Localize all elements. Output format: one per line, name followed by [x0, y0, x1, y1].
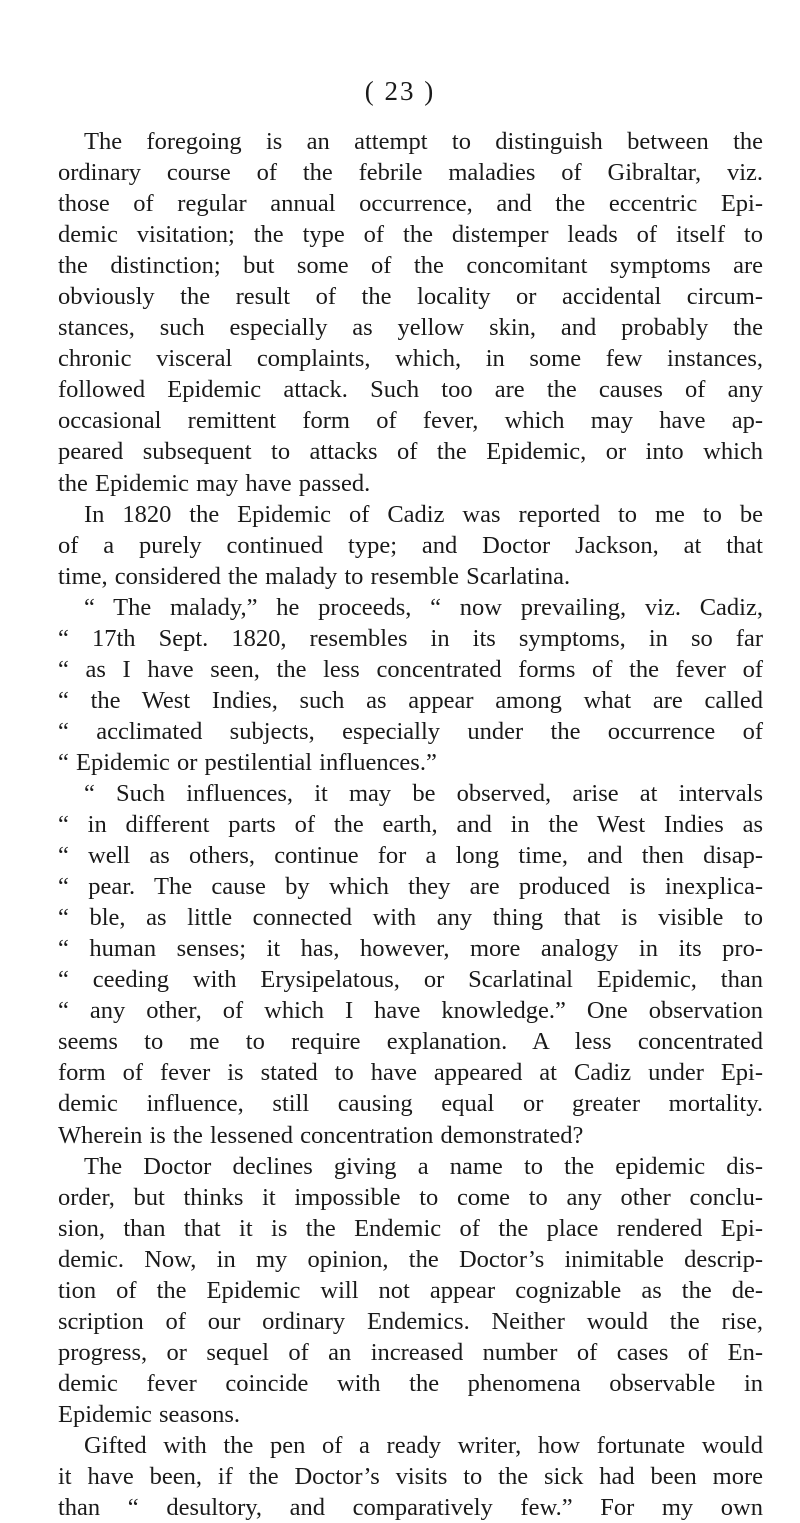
- text-line: the Epidemic may have passed.: [58, 469, 371, 497]
- text-line: peared subsequent to attacks of the Epidemic, or into which: [58, 438, 763, 466]
- text-line: occasional remittent form of fever, which may have ap-: [58, 407, 763, 435]
- text-line: form of fever is stated to have appeared at Cadiz under Epi-: [58, 1059, 763, 1087]
- text-line: “ The malady,” he proceeds, “ now prevailing, viz. Cadiz,: [84, 593, 763, 621]
- text-line: In 1820 the Epidemic of Cadiz was reported to me to be: [84, 500, 763, 528]
- text-line: the distinction; but some of the concomitant symptoms are: [58, 252, 763, 280]
- text-line: stances, such especially as yellow skin, and probably the: [58, 314, 763, 342]
- text-line: Epidemic seasons.: [58, 1400, 240, 1428]
- text-line: The foregoing is an attempt to distinguish between the: [84, 128, 763, 155]
- text-line: “ acclimated subjects, especially under the occurrence of: [58, 717, 763, 745]
- text-line: “ well as others, continue for a long time, and then disap-: [58, 842, 763, 870]
- text-line: it have been, if the Doctor’s visits to the sick had been more: [58, 1463, 763, 1491]
- text-line: “ any other, of which I have knowledge.” One observation: [58, 997, 763, 1025]
- text-line: Wherein is the lessened concentration demonstrated?: [58, 1121, 584, 1149]
- text-line: tion of the Epidemic will not appear cognizable as the de-: [58, 1276, 763, 1304]
- text-line: sion, than that it is the Endemic of the place rendered Epi-: [58, 1214, 763, 1242]
- text-line: scription of our ordinary Endemics. Neither would the rise,: [58, 1307, 763, 1335]
- text-line: demic influence, still causing equal or greater mortality.: [58, 1090, 763, 1118]
- text-line: chronic visceral complaints, which, in some few instances,: [58, 345, 763, 373]
- text-line: “ the West Indies, such as appear among what are called: [58, 686, 763, 714]
- text-line: demic fever coincide with the phenomena observable in: [58, 1369, 763, 1397]
- text-line: The Doctor declines giving a name to the epidemic dis-: [84, 1152, 763, 1180]
- text-line: than “ desultory, and comparatively few.” For my own: [58, 1494, 763, 1522]
- text-line: “ ble, as little connected with any thing that is visible to: [58, 904, 763, 932]
- text-line: those of regular annual occurrence, and the eccentric Epi-: [58, 190, 763, 218]
- text-line: followed Epidemic attack. Such too are the causes of any: [58, 376, 763, 404]
- text-line: seems to me to require explanation. A less concentrated: [58, 1028, 763, 1056]
- text-line: demic visitation; the type of the distemper leads of itself to: [58, 221, 763, 249]
- body-text: [58, 126, 763, 1523]
- text-line: time, considered the malady to resemble Scarlatina.: [58, 562, 571, 590]
- text-line: “ pear. The cause by which they are produced is inexplica-: [58, 873, 763, 901]
- text-line: order, but thinks it impossible to come to any other conclu-: [58, 1183, 763, 1211]
- text-line: “ in different parts of the earth, and in the West Indies as: [58, 811, 763, 839]
- text-line: Gifted with the pen of a ready writer, how fortunate would: [84, 1431, 763, 1459]
- text-line: progress, or sequel of an increased number of cases of En-: [58, 1338, 763, 1366]
- text-line: “ Such influences, it may be observed, arise at intervals: [84, 779, 763, 807]
- text-line: of a purely continued type; and Doctor Jackson, at that: [58, 531, 763, 559]
- text-line: demic. Now, in my opinion, the Doctor’s inimitable descrip-: [58, 1245, 763, 1273]
- text-line: “ as I have seen, the less concentrated forms of the fever of: [58, 655, 763, 683]
- text-line: “ human senses; it has, however, more analogy in its pro-: [58, 935, 763, 963]
- text-line: “ 17th Sept. 1820, resembles in its symptoms, in so far: [58, 624, 763, 652]
- page-number: ( 23 ): [364, 76, 436, 106]
- text-line: ordinary course of the febrile maladies of Gibraltar, viz.: [58, 159, 763, 187]
- text-line: “ ceeding with Erysipelatous, or Scarlatinal Epidemic, than: [58, 966, 763, 994]
- text-line: “ Epidemic or pestilential influences.”: [58, 748, 437, 776]
- text-line: obviously the result of the locality or accidental circum-: [58, 283, 763, 311]
